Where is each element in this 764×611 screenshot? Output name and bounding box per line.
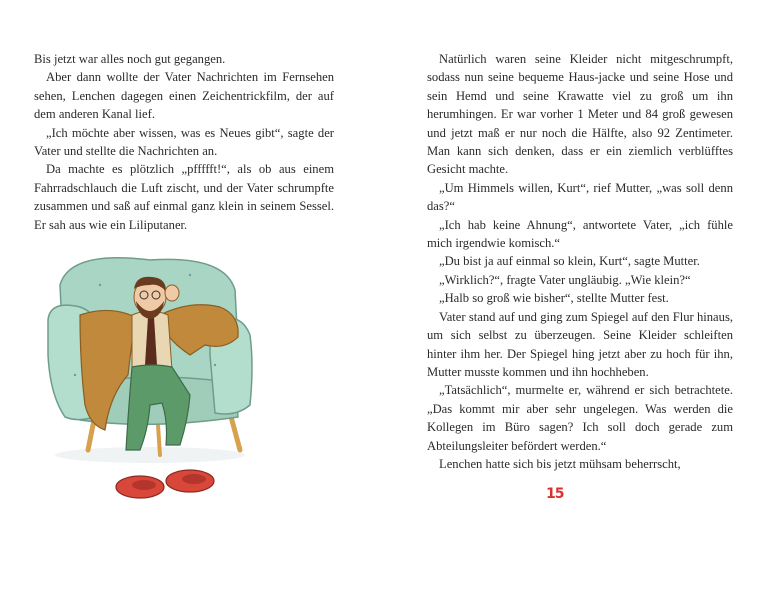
right-page-text [427,50,733,473]
paragraph: „Tatsächlich“, murmelte er, während er sich betrachtete. „Das kommt mir aber sehr ungelegen. Was werden die Kollegen im Büro sagen? Ich soll doch gerade zum Abteilungsleiter befördert werden.“ [427,383,733,453]
left-page-text [34,50,334,234]
paragraph: „Ich hab keine Ahnung“, antwortete Vater, „ich fühle mich irgendwie komisch.“ [427,217,733,251]
right-page [382,0,764,611]
paragraph: Natürlich waren seine Kleider nicht mitgeschrumpft, sodass nun seine bequeme Haus-jacke und seine Hose und sein Hemd und seine Krawatte viel zu groß um ihn herumhingen. Er war vorher 1 Meter und 84 groß gewesen und jetzt maß er nur noch die Hälfte, also 92 Zentimeter. Man kann sich denken, dass er ein ziemlich verblüfftes Gesicht machte. [427,52,733,177]
paragraph: Lenchen hatte sich bis jetzt mühsam beherrscht, [439,456,681,471]
man-in-armchair-illustration [40,245,270,515]
paragraph: Bis jetzt war alles noch gut gegangen. [34,52,226,66]
paragraph: Vater stand auf und ging zum Spiegel auf den Flur hinaus, um sich selbst zu überzeugen. Seine Kleider schleiften hinter ihm her. Der Spiegel hing jetzt aber zu hoch für ihn, Mutter musste kommen und ihn hochheben. [427,309,733,379]
paragraph: „Um Himmels willen, Kurt“, rief Mutter, „was soll denn das?“ [427,180,733,214]
paragraph: „Du bist ja auf einmal so klein, Kurt“, sagte Mutter. [439,254,700,269]
paragraph: „Halb so groß wie bisher“, stellte Mutter fest. [439,291,669,306]
paragraph: Aber dann wollte der Vater Nachrichten im Fernsehen sehen, Lenchen dagegen einen Zeichentrickfilm, der auf dem anderen Kanal lief. [34,70,334,122]
paragraph: „Ich möchte aber wissen, was es Neues gibt“, sagte der Vater und stellte die Nachrichten an. [34,125,334,159]
paragraph: „Wirklich?“, fragte Vater ungläubig. „Wie klein?“ [439,272,691,287]
page-number: 15 [546,486,564,502]
paragraph: Da machte es plötzlich „pffffft!“, als ob aus einem Fahrradschlauch die Luft zischt, und der Vater schrumpfte zusammen und saß auf einmal ganz klein in seinem Sessel. Er sah aus wie ein Liliputaner. [34,162,334,232]
